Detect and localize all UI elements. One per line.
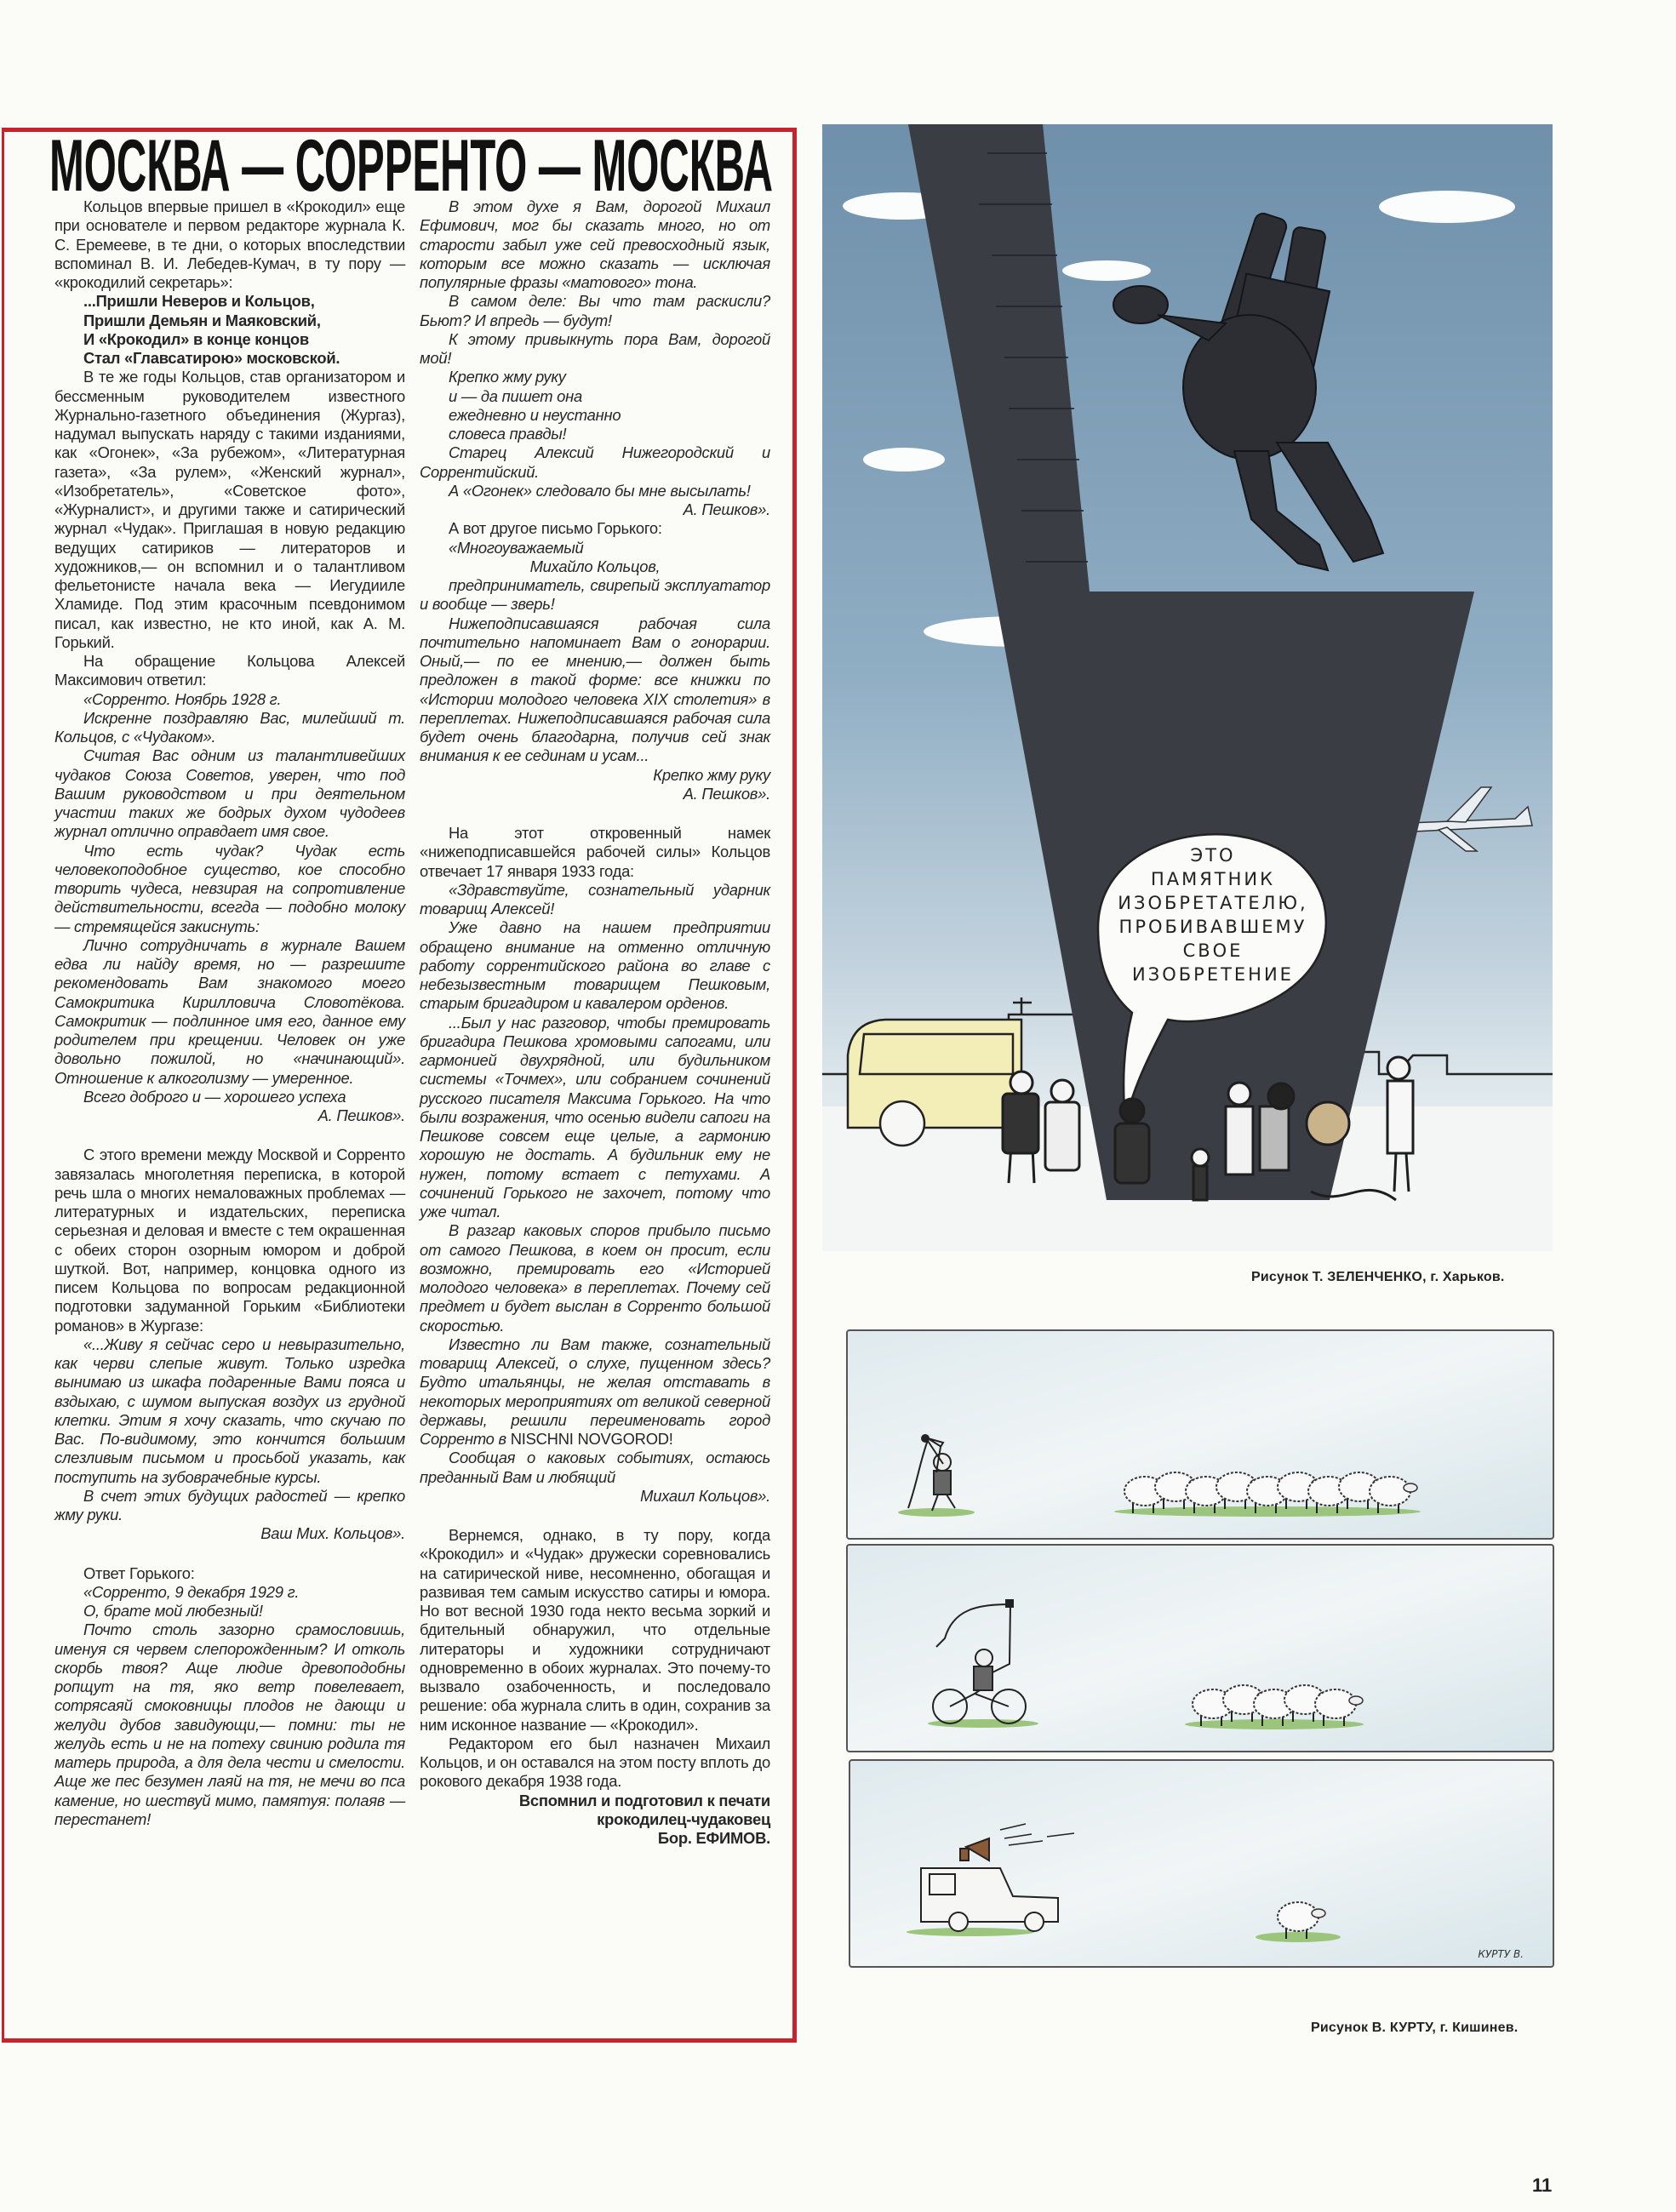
article-paragraph — [420, 881, 770, 919]
article-paragraph — [420, 824, 770, 881]
article-paragraph — [54, 349, 405, 368]
article-paragraph — [54, 312, 405, 330]
paragraph-text: Пришли Демьян и Маяковский, — [83, 311, 321, 329]
paragraph-text: Что есть чудак? Чудак есть человекоподобное существо, кое способно творить чудеса, невзирая на сопротивление действительности, всегда — подобно молоку — стремящейся закиснуть: — [54, 841, 405, 935]
paragraph-text: А. Пешков». — [683, 784, 770, 803]
article-paragraph — [420, 519, 770, 538]
paragraph-text: Крепко жму руку — [449, 368, 566, 386]
paragraph-text: Кольцов впервые пришел в «Крокодил» еще при основателе и первом редакторе журнала К. С. Еремееве, в те дни, о которых впоследствии вспоминал В. И. Лебедев-Кумач, в ту пору — «крокодилий секретарь»: — [54, 197, 405, 291]
article-paragraph — [420, 1487, 770, 1506]
paragraph-text: К этому привыкнуть пора Вам, дорогой мой! — [420, 329, 770, 367]
paragraph-upright-text: NISCHNI NOVGOROD! — [510, 1430, 673, 1448]
paragraph-text: Ответ Горького: — [83, 1563, 195, 1582]
bubble-line: ПАМЯТНИК — [1150, 869, 1276, 889]
paragraph-text: предприниматель, свирепый эксплуататор и вообще — зверь! — [420, 576, 770, 614]
paragraph-text: Михаил Кольцов». — [640, 1486, 770, 1505]
paragraph-text: Всего доброго и — хорошего успеха — [83, 1087, 346, 1106]
article-paragraph — [420, 1810, 770, 1829]
paragraph-text: Уже давно на нашем предприятии обращено внимание на отменно отличную работу соррентийского района во главе с небезызвестным товарищем Пешковым, старым бригадиром и кавалером орденов. — [420, 918, 770, 1013]
paragraph-text: В те же годы Кольцов, став организатором и бессменным руководителем известного Журнально-газетного объединения (Жургаз), надумал выпускать наряду с такими изданиями, как «Огонек», «За рубежом», «Литературная газета», «За рулем», «Женский журнал», «Изобретатель», «Советское фото», «Журналист», и другими также и сатирический журнал «Чудак». Приглашая в новую редакцию ведущих сатириков — литераторов и художников,— он вспомнил и о талантливом фельетонисте начала века — Иегудииле Хламиде. Под этим красочным псевдонимом писал, как известно, не кто иной, как А. М. Горький. — [54, 368, 405, 651]
article-paragraph — [420, 1792, 770, 1810]
paragraph-text: Сообщая о каковых событиях, остаюсь преданный Вам и любящий — [420, 1449, 770, 1486]
article-paragraph — [420, 1335, 770, 1449]
article-paragraph — [420, 1014, 770, 1222]
article-paragraph — [54, 1524, 405, 1543]
article-paragraph — [420, 387, 770, 406]
paragraph-text: Искренне поздравляю Вас, милейший т. Кольцов, с «Чудаком». — [54, 708, 405, 746]
paragraph-text: и — да пишет она — [449, 386, 582, 405]
paragraph-text: А вот другое письмо Горького: — [449, 519, 662, 538]
article-paragraph — [420, 425, 770, 443]
paragraph-text: Вспомнил и подготовил к печати — [518, 1791, 770, 1809]
article-paragraph — [420, 1735, 770, 1792]
paragraph-text: «Сорренто, 9 декабря 1929 г. — [83, 1582, 300, 1601]
paragraph-text: Считая Вас одним из талантливейших чудаков Союза Советов, уверен, что под Вашим руководством и при деятельном участии таких же бодрых духом чудодеев журнал отлично оправдает имя свое. — [54, 746, 405, 841]
paragraph-text: О, брате мой любезный! — [83, 1602, 263, 1620]
paragraph-text: Лично сотрудничать в журнале Вашем едва ли найду время, но — разрешите рекомендовать Вам знакомого моего Самокритика Кирилловича Словотёкова. Самокритик — подлинное имя его, данное ему родителем при крещении. Человек он уже довольно пожилой, но «начинающий». Отношение к алкоголизму — умеренное. — [54, 935, 405, 1087]
article-paragraph — [420, 766, 770, 785]
article-paragraph — [54, 1583, 405, 1602]
paragraph-text: Известно ли Вам также, сознательный товарищ Алексей, о слухе, пущенном здесь? Будто итальянцы, не желая отставать в некоторых мероприятиях от великой северной державы, решили переименовать город Сорренто в — [420, 1335, 770, 1448]
article-paragraph — [54, 690, 405, 709]
paragraph-text: ...Был у нас разговор, чтобы премировать бригадира Пешкова хромовыми сапогами, или гармонией двухрядной, или будильником системы «Точмех», или собранием сочинений русского писателя Максима Горького. На что были возражения, что осенью видели сапоги на Пешкове совсем еще целые, а гармонию хорошую не достать. А будильник ему не нужен, потому встает с петухами. А сочинений Горького не захочет, потому что уже читал. — [420, 1013, 770, 1220]
cartoon-monument-illustration — [822, 124, 1553, 1251]
article-paragraph — [420, 576, 770, 614]
article-paragraph — [420, 557, 770, 576]
article-paragraph — [54, 1146, 405, 1335]
article-title — [49, 134, 775, 194]
article-paragraph — [420, 292, 770, 330]
article-paragraph — [420, 197, 770, 292]
article-paragraph — [420, 330, 770, 369]
article-paragraph — [420, 406, 770, 425]
bubble-line: ЭТО — [1190, 845, 1236, 866]
article-paragraph — [54, 1487, 405, 1525]
paragraph-text: С этого времени между Москвой и Сорренто завязалась многолетняя переписка, в которой речь шла о многих немаловажных проблемах — литературных и издательских, переписка серьезная и деловая и вместе с тем окрашенная с обеих сторон озорным юмором и доброй шуткой. Вот, например, концовка одного из писем Кольцова по вопросам редакционной подготовки задуманной Горьким «Библиотеки романов» в Жургазе: — [54, 1146, 405, 1335]
paragraph-text: ежедневно и неустанно — [449, 405, 621, 424]
article-paragraph — [420, 918, 770, 1013]
paragraph-text: Бор. ЕФИМОВ. — [657, 1829, 770, 1847]
paragraph-text: Редактором его был назначен Михаил Кольцов, и он оставался на этом посту вплоть до рокового декабря 1938 года. — [420, 1734, 770, 1791]
article-paragraph — [420, 1829, 770, 1848]
article-paragraph — [420, 614, 770, 766]
comic-strip — [847, 1330, 1553, 1967]
bubble-line: ИЗОБРЕТЕНИЕ — [1132, 964, 1294, 985]
article-paragraph — [54, 652, 405, 690]
paragraph-text: А. Пешков». — [683, 500, 770, 518]
paragraph-text: словеса правды! — [449, 425, 567, 443]
article-paragraph — [54, 292, 405, 311]
article-paragraph — [420, 1221, 770, 1335]
article-column-middle — [420, 197, 770, 1848]
artist-signature: КУРТУ В. — [1478, 1948, 1524, 1960]
article-paragraph — [54, 936, 405, 1088]
sheep-herd-small — [1185, 1685, 1364, 1729]
sheep-herd-large — [1114, 1472, 1421, 1517]
paragraph-text: В счет этих будущих радостей — крепко жму руки. — [54, 1486, 405, 1523]
article-title-text: МОСКВА — СОРРЕНТО — МОСКВА — [49, 134, 773, 194]
paragraph-text: А. Пешков». — [317, 1106, 405, 1124]
paragraph-text: Почто столь зазорно срамословишь, именуя ся червем слепорожденным? И отколь скорбь твоя? Аще людие древоподобны ропщут на тя, яко ветр повелевает, сотрясаяй смоковницы плодов не дающи и желуди дубов завидующи,— помни: ты не желудь есть и не на потеху свинию родила тя матерь природа, а для дела чести и смелости. Аще же пес безумен лаяй на тя, не мечи во пса камение, но шествуй мимо, памятуя: полаяв — перестанет! — [54, 1620, 405, 1828]
article-paragraph — [54, 330, 405, 349]
paragraph-text: ...Пришли Неверов и Кольцов, — [83, 292, 315, 311]
paragraph-text: крокодилец-чудаковец — [597, 1809, 770, 1828]
article-paragraph — [420, 443, 770, 482]
article-paragraph — [420, 1449, 770, 1487]
article-paragraph — [54, 1602, 405, 1620]
article-paragraph — [420, 785, 770, 803]
article-paragraph — [54, 368, 405, 652]
article-paragraph — [54, 842, 405, 936]
bubble-line: ИЗОБРЕТАТЕЛЮ, — [1118, 893, 1308, 913]
paragraph-text: На этот откровенный намек «нижеподписавшейся рабочей силы» Кольцов отвечает 17 января 1933 года: — [420, 824, 770, 880]
illustration-caption-kurtu: Рисунок В. КУРТУ, г. Кишинев. — [1311, 2021, 1519, 2035]
paragraph-text: В разгар каковых споров прибыло письмо от самого Пешкова, в коем он просит, если возможно, премировать его «Историей молодого человека» в переплетах. Почему сей предмет и будет выслан в Сорренто большой скоростью. — [420, 1221, 770, 1335]
paragraph-text: Ваш Мих. Кольцов». — [260, 1524, 405, 1543]
article-paragraph — [54, 1564, 405, 1583]
article-paragraph — [54, 709, 405, 747]
bubble-line: СВОЕ — [1182, 940, 1244, 961]
article-paragraph — [54, 746, 405, 841]
paragraph-text: «Сорренто. Ноябрь 1928 г. — [83, 689, 282, 708]
article-paragraph — [420, 500, 770, 519]
article-paragraph — [54, 1088, 405, 1106]
paragraph-text: И «Крокодил» в конце концов — [83, 329, 309, 348]
paragraph-text: В этом духе я Вам, дорогой Михаил Ефимович, мог бы сказать много, но от старости забыл уже сей превосходный язык, которым все можно сказать — исключая популярные фразы «матового» тона. — [420, 197, 770, 291]
article-column-left — [54, 197, 405, 1829]
bus — [848, 1020, 1021, 1146]
paragraph-text: «Многоуважаемый — [449, 538, 584, 557]
article-paragraph — [420, 539, 770, 557]
article-paragraph — [54, 197, 405, 292]
paragraph-text: Стал «Главсатирою» московской. — [83, 349, 340, 367]
page-number: 11 — [1532, 2175, 1553, 2196]
article-paragraph — [54, 1335, 405, 1487]
paragraph-text: На обращение Кольцова Алексей Максимович ответил: — [54, 652, 405, 689]
article-paragraph — [54, 1106, 405, 1125]
illustration-caption-zelenchenko: Рисунок Т. ЗЕЛЕНЧЕНКО, г. Харьков. — [1251, 1270, 1505, 1284]
article-paragraph — [420, 1526, 770, 1735]
article-paragraph — [420, 368, 770, 386]
paragraph-text: Крепко жму руку — [653, 765, 770, 784]
paragraph-text: «...Живу я сейчас серо и невыразительно, как черви слепые живут. Только изредка вынимаю из шкафа подаренные Вами пояса и вздыхаю, с шумом выпуская воздух из грудной клетки. Этим я хочу сказать, что скучаю по Вас. По-видимому, это кончится большим слезливым письмом и просьбой указать, как поступить на зубоврачебные курсы. — [54, 1335, 405, 1486]
paragraph-text: Вернемся, однако, в ту пору, когда «Крокодил» и «Чудак» дружески соревновались на сатирической ниве, несомненно, обогащая и развивая тем самым искусство сатиры и юмора. Но вот весной 1930 года некто весьма зоркий и бдительный обнаружил, что отдельные литераторы и художники сотрудничают одновременно в обоих журналах. Это почему-то вызвало озабоченность, и последовало решение: оба журнала слить в один, сохранив за ним исконное название — «Крокодил». — [420, 1526, 770, 1734]
paragraph-text: А «Огонек» следовало бы мне высылать! — [449, 481, 751, 500]
paragraph-text: Нижеподписавшаяся рабочая сила почтительно напоминает Вам о гонорарии. Оный,— по ее мнению,— должен быть предложен в такой форме: все книжки по «Истории молодого человека XIX столетия» в переплетах. Нижеподписавшаяся рабочая сила будет очень благодарна, получив сей знак внимания к ее сединам и усам... — [420, 614, 770, 765]
article-paragraph — [420, 482, 770, 500]
article-paragraph — [54, 1620, 405, 1829]
paragraph-text: Старец Алексий Нижегородский и Соррентийский. — [420, 443, 770, 481]
paragraph-text: В самом деле: Вы что там раскисли? Бьют? И впредь — будут! — [420, 292, 770, 329]
bubble-line: ПРОБИВАВШЕМУ — [1118, 917, 1307, 937]
paragraph-text: Михайло Кольцов, — [529, 557, 661, 575]
paragraph-text: «Здравствуйте, сознательный ударник товарищ Алексей! — [420, 880, 770, 917]
